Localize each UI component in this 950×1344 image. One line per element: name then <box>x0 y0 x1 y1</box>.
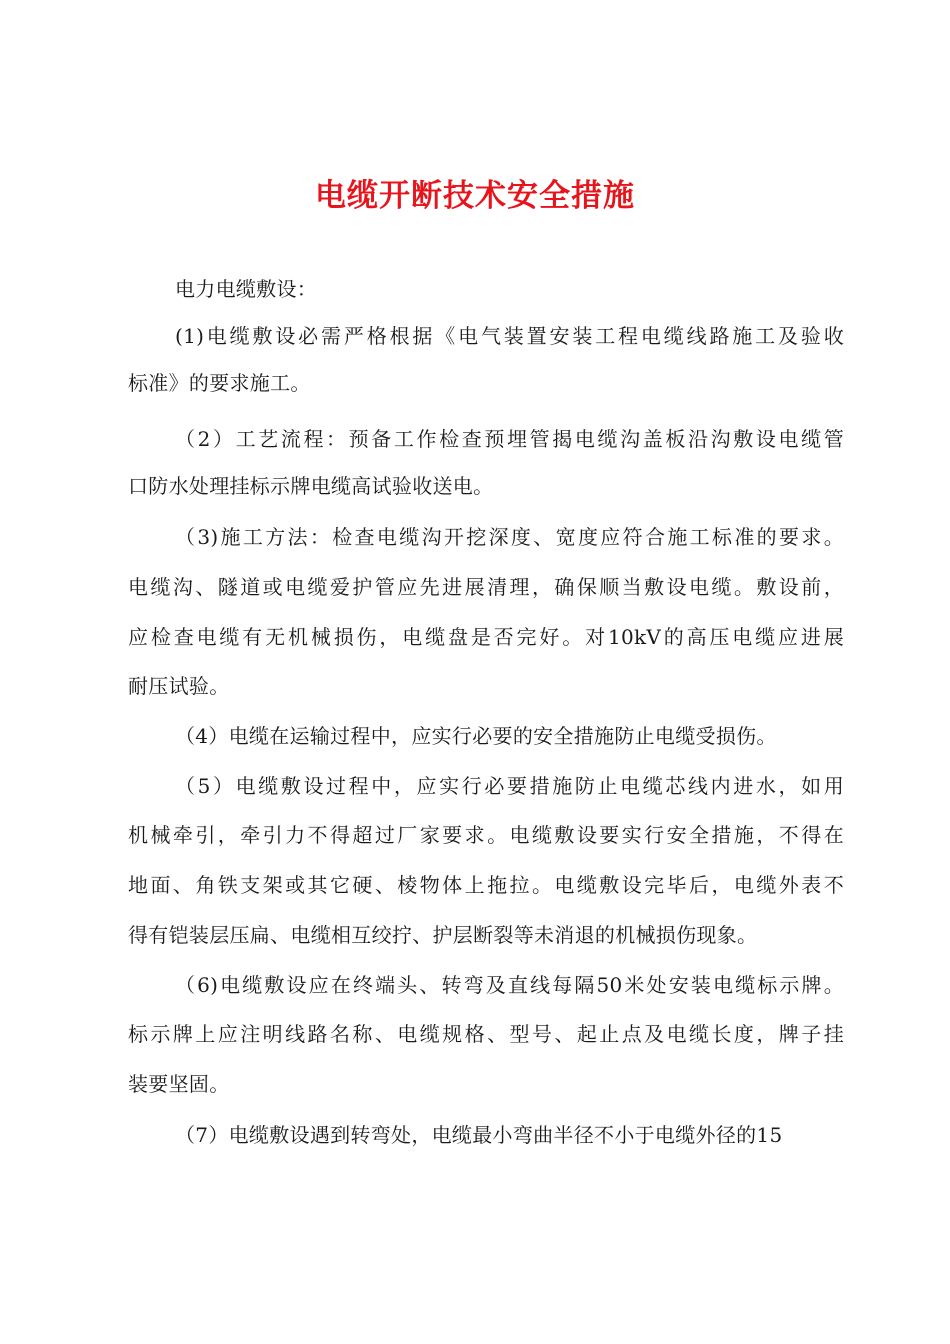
paragraph-line: 标准》的要求施工。 <box>128 371 311 395</box>
paragraph-line: (1)电缆敷设必需严格根据《电气装置安装工程电缆线路施工及验收 <box>175 324 844 348</box>
paragraph-line: 电力电缆敷设： <box>175 277 318 301</box>
paragraph-line: （4）电缆在运输过程中，应实行必要的安全措施防止电缆受损伤。 <box>175 724 777 748</box>
paragraph-line: （7）电缆敷设遇到转弯处，电缆最小弯曲半径不小于电缆外径的15 <box>175 1123 783 1147</box>
paragraph-line: 电缆沟、隧道或电缆爱护管应先进展清理，确保顺当敷设电缆。敷设前， <box>128 575 844 599</box>
paragraph-line: 口防水处理挂标示牌电缆高试验收送电。 <box>128 474 494 498</box>
paragraph-line: 标示牌上应注明线路名称、电缆规格、型号、起止点及电缆长度，牌子挂 <box>128 1022 844 1046</box>
paragraph-line: （6)电缆敷设应在终端头、转弯及直线每隔50米处安装电缆标示牌。 <box>175 973 844 997</box>
paragraph-line: 应检查电缆有无机械损伤，电缆盘是否完好。对10kV的高压电缆应进展 <box>128 625 844 649</box>
paragraph-line: （2）工艺流程：预备工作检查预埋管揭电缆沟盖板沿沟敷设电缆管 <box>175 427 844 451</box>
paragraph-line: 机械牵引，牵引力不得超过厂家要求。电缆敷设要实行安全措施，不得在 <box>128 823 844 847</box>
paragraph-line: 得有铠装层压扁、电缆相互绞拧、护层断裂等未消退的机械损伤现象。 <box>128 923 758 947</box>
paragraph-line: （3)施工方法：检查电缆沟开挖深度、宽度应符合施工标准的要求。 <box>175 525 844 549</box>
paragraph-line: 装要坚固。 <box>128 1072 230 1096</box>
document-title: 电缆开断技术安全措施 <box>315 178 635 214</box>
paragraph-line: （5）电缆敷设过程中，应实行必要措施防止电缆芯线内进水，如用 <box>175 774 844 798</box>
paragraph-line: 耐压试验。 <box>128 674 230 698</box>
paragraph-line: 地面、角铁支架或其它硬、棱物体上拖拉。电缆敷设完毕后，电缆外表不 <box>128 873 844 897</box>
